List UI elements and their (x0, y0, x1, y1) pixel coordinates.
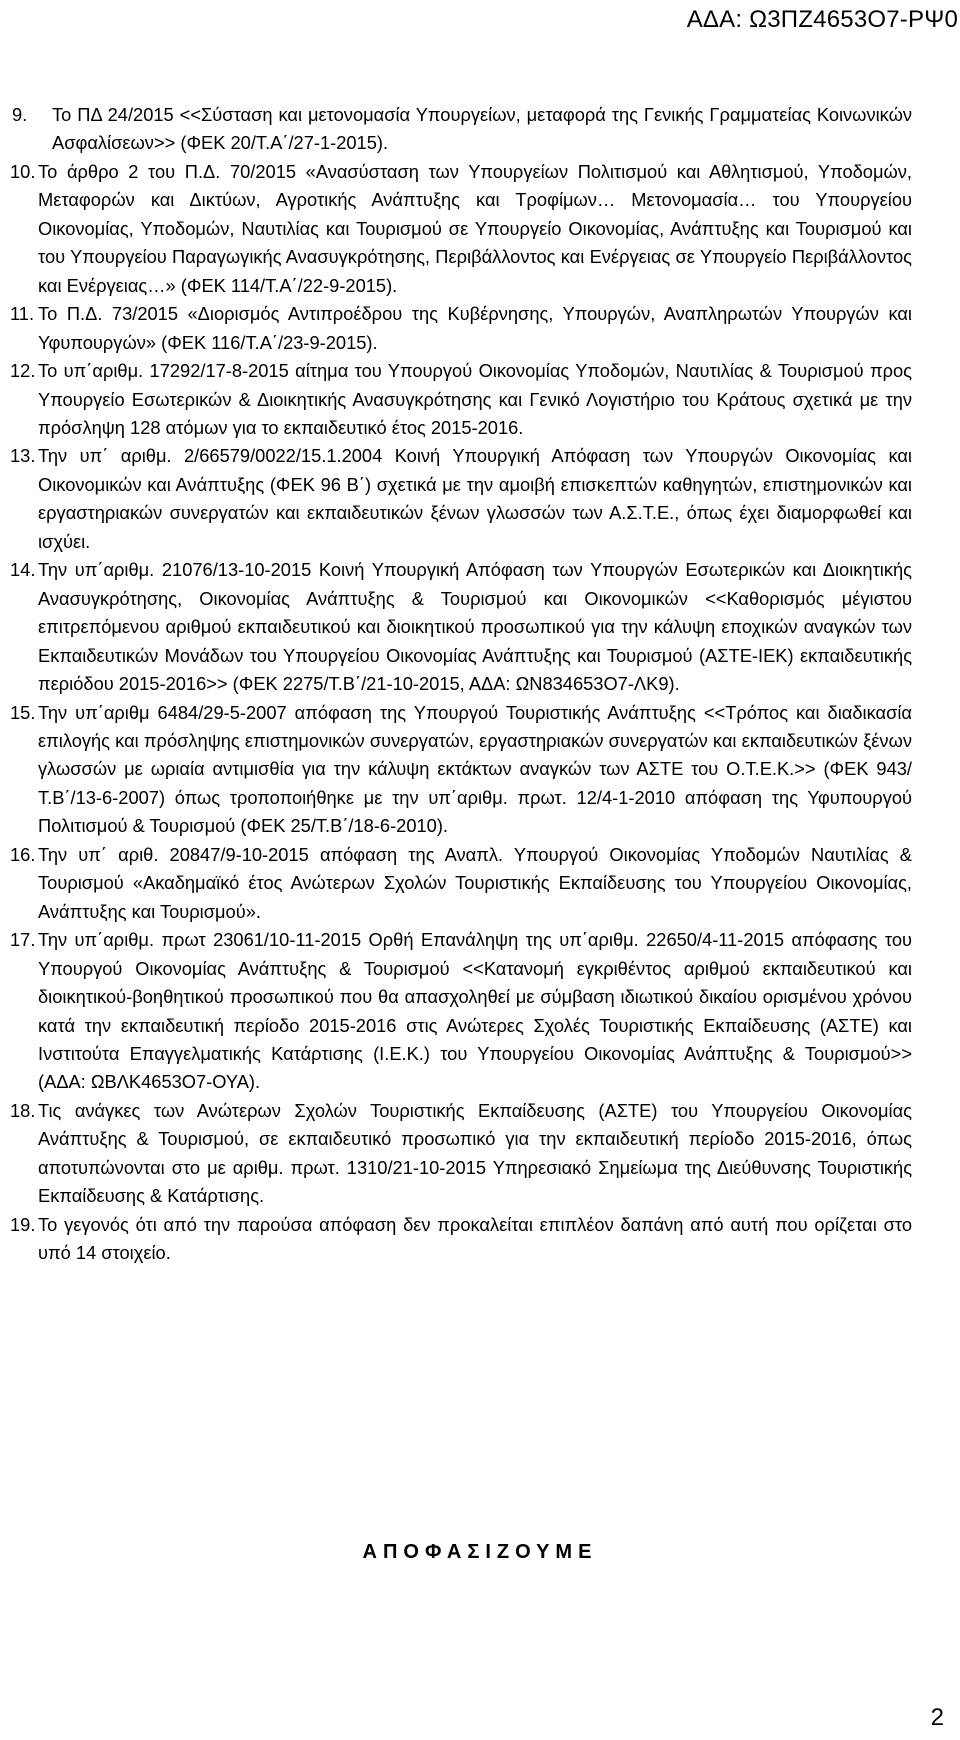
list-item (12, 442, 912, 556)
item-text: Την υπ΄αριθμ. 21076/13-10-2015 Κοινή Υπουργική Απόφαση των Υπουργών Εσωτερικών και Διοικητικής Ανασυγκρότησης, Οικονομίας Ανάπτυξης & Τουρισμού και Οικονομικών <<Καθορισμός μέγιστου επιτρεπόμενου αριθμού εκπαιδευτικού και διοικητικού προσωπικού για την κάλυψη εποχικών αναγκών των Εκπαιδευτικών Μονάδων του Υπουργείου Οικονομίας Ανάπτυξης και Τουρισμού (ΑΣΤΕ-ΙΕΚ) εκπαιδευτικής περιόδου 2015-2016>> (ΦΕΚ 2275/Τ.Β΄/21-10-2015, ΑΔΑ: ΩΝ834653Ο7-ΛΚ9). (38, 559, 912, 695)
item-text: Το υπ΄αριθμ. 17292/17-8-2015 αίτημα του Υπουργού Οικονομίας Υποδομών, Ναυτιλίας & Τουρισμού προς Υπουργείο Εσωτερικών & Διοικητικής Ανασυγκρότησης και Γενικό Λογιστήριο του Κράτους σχετικά με την πρόσληψη 128 ατόμων για το εκπαιδευτικό έτος 2015-2016. (38, 360, 912, 438)
list-item (12, 699, 912, 841)
item-text: Το άρθρο 2 του Π.Δ. 70/2015 «Ανασύσταση των Υπουργείων Πολιτισμού και Αθλητισμού, Υποδομών, Μεταφορών και Δικτύων, Αγροτικής Ανάπτυξης και Τροφίμων… Μετονομασία… του Υπουργείου Οικονομίας, Υποδομών, Ναυτιλίας και Τουρισμού σε Υπουργείο Οικονομίας, Ανάπτυξης και Τουρισμού και του Υπουργείου Παραγωγικής Ανασυγκρότησης, Περιβάλλοντος και Ενέργειας σε Υπουργείο Περιβάλλοντος και Ενέργειας…» (ΦΕΚ 114/Τ.Α΄/22-9-2015). (38, 160, 912, 296)
item-text: Το γεγονός ότι από την παρούσα απόφαση δεν προκαλείται επιπλέον δαπάνη από αυτή που ορίζεται στο υπό 14 στοιχείο. (38, 1213, 912, 1264)
list-item (12, 926, 912, 1097)
item-number: 10. (10, 160, 36, 182)
item-number: 17. (10, 929, 36, 951)
item-number: 16. (10, 843, 36, 865)
item-text: Την υπ΄ αριθ. 20847/9-10-2015 απόφαση της Αναπλ. Υπουργού Οικονομίας Υποδομών Ναυτιλίας & Τουρισμού «Ακαδημαϊκό έτος Ανώτερων Σχολών Τουριστικής Εκπαίδευσης του Υπουργείου Οικονομίας, Ανάπτυξης και Τουρισμού». (38, 843, 912, 922)
list-item (12, 1097, 912, 1211)
item-text: Την υπ΄αριθμ 6484/29-5-2007 απόφαση της Υπουργού Τουριστικής Ανάπτυξης <<Τρόπος και διαδικασία επιλογής και πρόσληψης επιστημονικών συνεργατών, εργαστηριακών συνεργατών και εκπαιδευτικών ξένων γλωσσών με ωριαία αντιμισθία για την κάλυψη εκτάκτων αναγκών των ΑΣΤΕ του Ο.Τ.Ε.Κ.>> (ΦΕΚ 943/Τ.Β΄/13-6-2007) όπως τροποποιήθηκε με την υπ΄αριθμ. πρωτ. 12/4-1-2010 απόφαση της Υφυπουργού Πολιτισμού & Τουρισμού (ΦΕΚ 25/Τ.Β΄/18-6-2010). (38, 701, 912, 837)
item-text: Την υπ΄ αριθμ. 2/66579/0022/15.1.2004 Κοινή Υπουργική Απόφαση των Υπουργών Οικονομίας και Οικονομικών και Ανάπτυξης (ΦΕΚ 96 Β΄) σχετικά με την αμοιβή επισκεπτών καθηγητών, επιστημονικών και εργαστηριακών συνεργατών και εκπαιδευτικών ξένων γλωσσών των Α.Σ.Τ.Ε., όπως έχει διαμορφωθεί και ισχύει. (38, 445, 912, 552)
decision-heading: ΑΠΟΦΑΣΙΖΟΥΜΕ (362, 1541, 598, 1563)
item-number: 19. (10, 1213, 36, 1235)
item-number: 13. (10, 445, 36, 467)
item-text: Το ΠΔ 24/2015 <<Σύσταση και μετονομασία Υπουργείων, μεταφορά της Γενικής Γραμματείας Κοινωνικών Ασφαλίσεων>> (ΦΕΚ 20/Τ.Α΄/27-1-2015). (52, 104, 912, 154)
item-number: 12. (10, 360, 36, 382)
item-number: 18. (10, 1099, 36, 1121)
list-item (12, 158, 912, 300)
list-item (12, 101, 912, 158)
item-number: 14. (10, 559, 36, 581)
list-item (12, 841, 912, 926)
item-number: 11. (10, 303, 35, 325)
list-item (12, 556, 912, 698)
item-number: 9. (12, 104, 28, 125)
list-item (12, 357, 912, 442)
page-number: 2 (930, 1704, 944, 1731)
item-number: 15. (10, 701, 36, 723)
list-item (12, 1211, 912, 1268)
list-item (12, 300, 912, 357)
ada-code: ΑΔΑ: Ω3ΠΖ4653Ο7-ΡΨ0 (686, 6, 958, 33)
item-text: Το Π.Δ. 73/2015 «Διορισμός Αντιπροέδρου της Κυβέρνησης, Υπουργών, Αναπληρωτών Υπουργών και Υφυπουργών» (ΦΕΚ 116/Τ.Α΄/23-9-2015). (38, 303, 912, 353)
item-text: Την υπ΄αριθμ. πρωτ 23061/10-11-2015 Ορθή Επανάληψη της υπ΄αριθμ. 22650/4-11-2015 απόφασης του Υπουργού Οικονομίας Ανάπτυξης & Τουρισμού <<Κατανομή εγκριθέντος αριθμού εκπαιδευτικού και διοικητικού-βοηθητικού προσωπικού που θα απασχοληθεί με σύμβαση ιδιωτικού δικαίου ορισμένου χρόνου κατά την εκπαιδευτική περίοδο 2015-2016 στις Ανώτερες Σχολές Τουριστικής Εκπαίδευσης (ΑΣΤΕ) και Ινστιτούτα Επαγγελματικής Κατάρτισης (Ι.Ε.Κ.) του Υπουργείου Οικονομίας Ανάπτυξης & Τουρισμού>> (ΑΔΑ: ΩΒΛΚ4653Ο7-ΟΥΑ). (38, 929, 912, 1093)
item-text: Τις ανάγκες των Ανώτερων Σχολών Τουριστικής Εκπαίδευσης (ΑΣΤΕ) του Υπουργείου Οικονομίας Ανάπτυξης & Τουρισμού, σε εκπαιδευτικό προσωπικό για την εκπαιδευτική περίοδο 2015-2016, όπως αποτυπώνονται στο με αριθμ. πρωτ. 1310/21-10-2015 Υπηρεσιακό Σημείωμα της Διεύθυνσης Τουριστικής Εκπαίδευσης & Κατάρτισης. (38, 1099, 912, 1207)
considerations-list (12, 101, 912, 1268)
